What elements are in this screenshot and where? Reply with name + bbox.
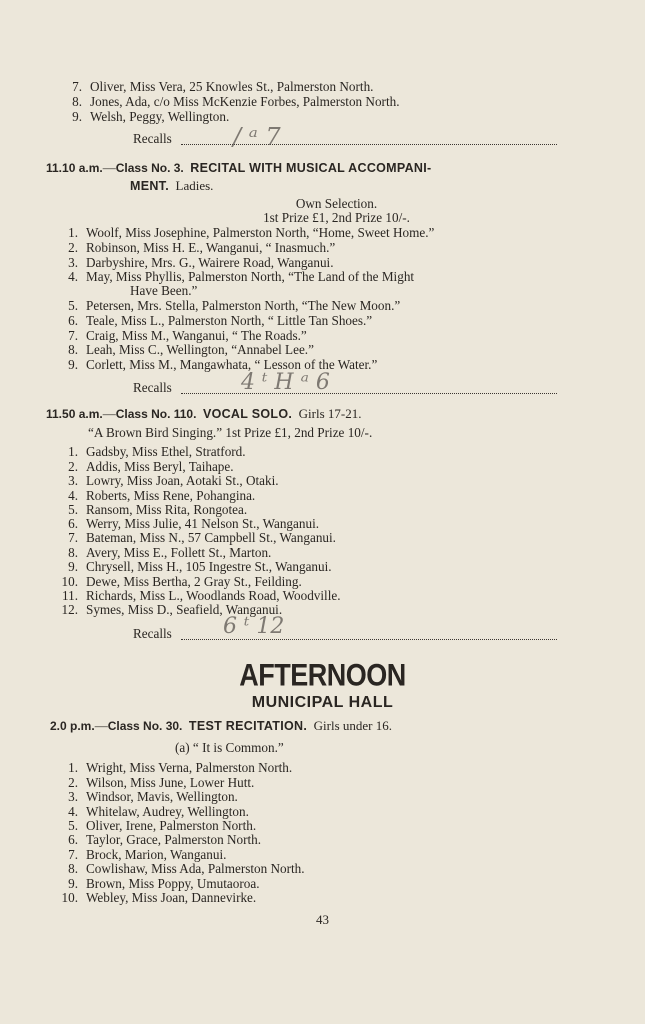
entry-number: 3. [68,789,78,804]
class-110-heading [46,406,361,422]
entry-number: 9. [68,559,78,574]
entry-text: Addis, Miss Beryl, Taihape. [86,459,234,474]
entry-text: Robinson, Miss H. E., Wanganui, “ Inasmuch.” [86,240,336,255]
piece-title: (a) “ It is Common.” [175,740,284,755]
entry-number: 1. [68,444,78,459]
entry-text: Jones, Ada, c/o Miss McKenzie Forbes, Palmerston North. [90,94,400,109]
entry-text: Brown, Miss Poppy, Umutaoroa. [86,876,260,891]
entry-number: 6. [68,516,78,531]
recalls-label: Recalls [133,380,172,395]
entry-number: 12. [61,602,78,617]
entry-text: Richards, Miss L., Woodlands Road, Woodville. [86,588,341,603]
entry-text: Craig, Miss M., Wanganui, “ The Roads.” [86,328,307,343]
entry-number: 3. [68,473,78,488]
afternoon-heading: AFTERNOON [239,657,406,693]
entry-text: Cowlishaw, Miss Ada, Palmerston North. [86,861,305,876]
entry-text: Brock, Marion, Wanganui. [86,847,227,862]
entry-text: May, Miss Phyllis, Palmerston North, “The Land of the Might [86,269,415,284]
entry-text: Roberts, Miss Rene, Pohangina. [86,488,256,503]
handwritten-recalls: 4 ᵗ H ᵃ 6 [241,370,330,395]
entry-number: 6. [68,313,78,328]
entry-text: Leah, Miss C., Wellington, “Annabel Lee.” [86,342,314,357]
class-title: VOCAL SOLO. [202,407,293,421]
class-category: Ladies. [175,178,214,193]
entry-text: Werry, Miss Julie, 41 Nelson St., Wanganui. [86,516,320,531]
recalls-label: Recalls [133,131,172,146]
entry-text: Wright, Miss Verna, Palmerston North. [86,760,293,775]
entry-number: 11. [62,588,78,603]
entry-text: Oliver, Miss Vera, 25 Knowles St., Palmerston North. [90,79,374,94]
entry-number: 7. [72,79,82,94]
entry-continuation: Have Been.” [130,283,198,298]
entry-text: Avery, Miss E., Follett St., Marton. [86,545,272,560]
entry-number: 7. [68,328,78,343]
entry-text: Oliver, Irene, Palmerston North. [86,818,257,833]
page-number: 43 [316,912,329,927]
entry-number: 1. [68,225,78,240]
entry-text: Chrysell, Miss H., 105 Ingestre St., Wanganui. [86,559,332,574]
entry-number: 9. [72,109,82,124]
recalls-dotted-rule [181,393,557,394]
entry-number: 10. [61,574,78,589]
entry-text: Ransom, Miss Rita, Rongotea. [86,502,248,517]
entry-text: Wilson, Miss June, Lower Hutt. [86,775,255,790]
entry-text: Dewe, Miss Bertha, 2 Gray St., Feilding. [86,574,302,589]
entry-text: Welsh, Peggy, Wellington. [90,109,230,124]
entry-text: Taylor, Grace, Palmerston North. [86,832,262,847]
selection-note: Own Selection. [295,196,378,211]
class-number: Class No. 30. [107,719,183,733]
entry-text: Corlett, Miss M., Mangawhata, “ Lesson of the Water.” [86,357,378,372]
entry-number: 2. [68,459,78,474]
class-number: Class No. 3. [115,161,184,175]
class-3-heading [46,160,431,176]
entry-number: 4. [68,488,78,503]
entry-text: Bateman, Miss N., 57 Campbell St., Wanganui. [86,530,336,545]
class-time: 2.0 p.m. [50,719,95,733]
entry-text: Petersen, Mrs. Stella, Palmerston North, “The New Moon.” [86,298,401,313]
dash: — [102,406,116,421]
entry-number: 5. [68,502,78,517]
entry-text: Lowry, Miss Joan, Aotaki St., Otaki. [86,473,279,488]
entry-text: Gadsby, Miss Ethel, Stratford. [86,444,246,459]
handwritten-recalls: 6 ᵗ 12 [223,614,285,639]
entry-number: 8. [68,342,78,357]
recalls-dotted-rule [181,639,557,640]
class-title-cont: MENT. [130,179,169,193]
recalls-line [133,123,281,151]
class-category: Girls 17-21. [298,406,362,421]
entry-text: Whitelaw, Audrey, Wellington. [86,804,249,819]
class-time: 11.50 a.m. [46,407,103,421]
entry-number: 6. [68,832,78,847]
dash: — [94,718,108,733]
handwritten-recalls: / ᵃ 7 [233,123,281,151]
class-title: RECITAL WITH MUSICAL ACCOMPANI- [190,161,432,175]
class-3-heading-cont [130,178,213,194]
recalls-line [133,370,330,396]
entry-number: 4. [68,269,78,284]
entry-number: 8. [68,545,78,560]
entry-text: Teale, Miss L., Palmerston North, “ Little Tan Shoes.” [86,313,373,328]
entry-number: 5. [68,818,78,833]
entry-number: 1. [68,760,78,775]
entry-text: Webley, Miss Joan, Dannevirke. [86,890,257,905]
class-category: Girls under 16. [313,718,392,733]
entry-number: 7. [68,530,78,545]
entry-number: 8. [68,861,78,876]
entry-number: 2. [68,240,78,255]
entry-number: 5. [68,298,78,313]
entry-text: Woolf, Miss Josephine, Palmerston North, “Home, Sweet Home.” [86,225,435,240]
class-title: TEST RECITATION. [188,719,308,733]
class-time: 11.10 a.m. [46,161,103,175]
entry-number: 9. [68,876,78,891]
entry-text: Windsor, Mavis, Wellington. [86,789,238,804]
recalls-label: Recalls [133,626,172,641]
entry-text: Darbyshire, Mrs. G., Wairere Road, Wanganui. [86,255,334,270]
entry-number: 3. [68,255,78,270]
recalls-line [133,614,285,642]
class-30-heading [50,718,392,734]
entry-number: 8. [72,94,82,109]
class-number: Class No. 110. [115,407,197,421]
entry-number: 4. [68,804,78,819]
prize-note: 1st Prize £1, 2nd Prize 10/-. [263,210,410,225]
entry-number: 7. [68,847,78,862]
entry-number: 9. [68,357,78,372]
song-prize-note: “A Brown Bird Singing.” 1st Prize £1, 2nd Prize 10/-. [88,425,373,440]
venue-heading: MUNICIPAL HALL [251,694,394,711]
dash: — [102,160,116,175]
entry-text: Symes, Miss D., Seafield, Wanganui. [86,602,283,617]
entry-number: 2. [68,775,78,790]
entry-number: 10. [61,890,78,905]
